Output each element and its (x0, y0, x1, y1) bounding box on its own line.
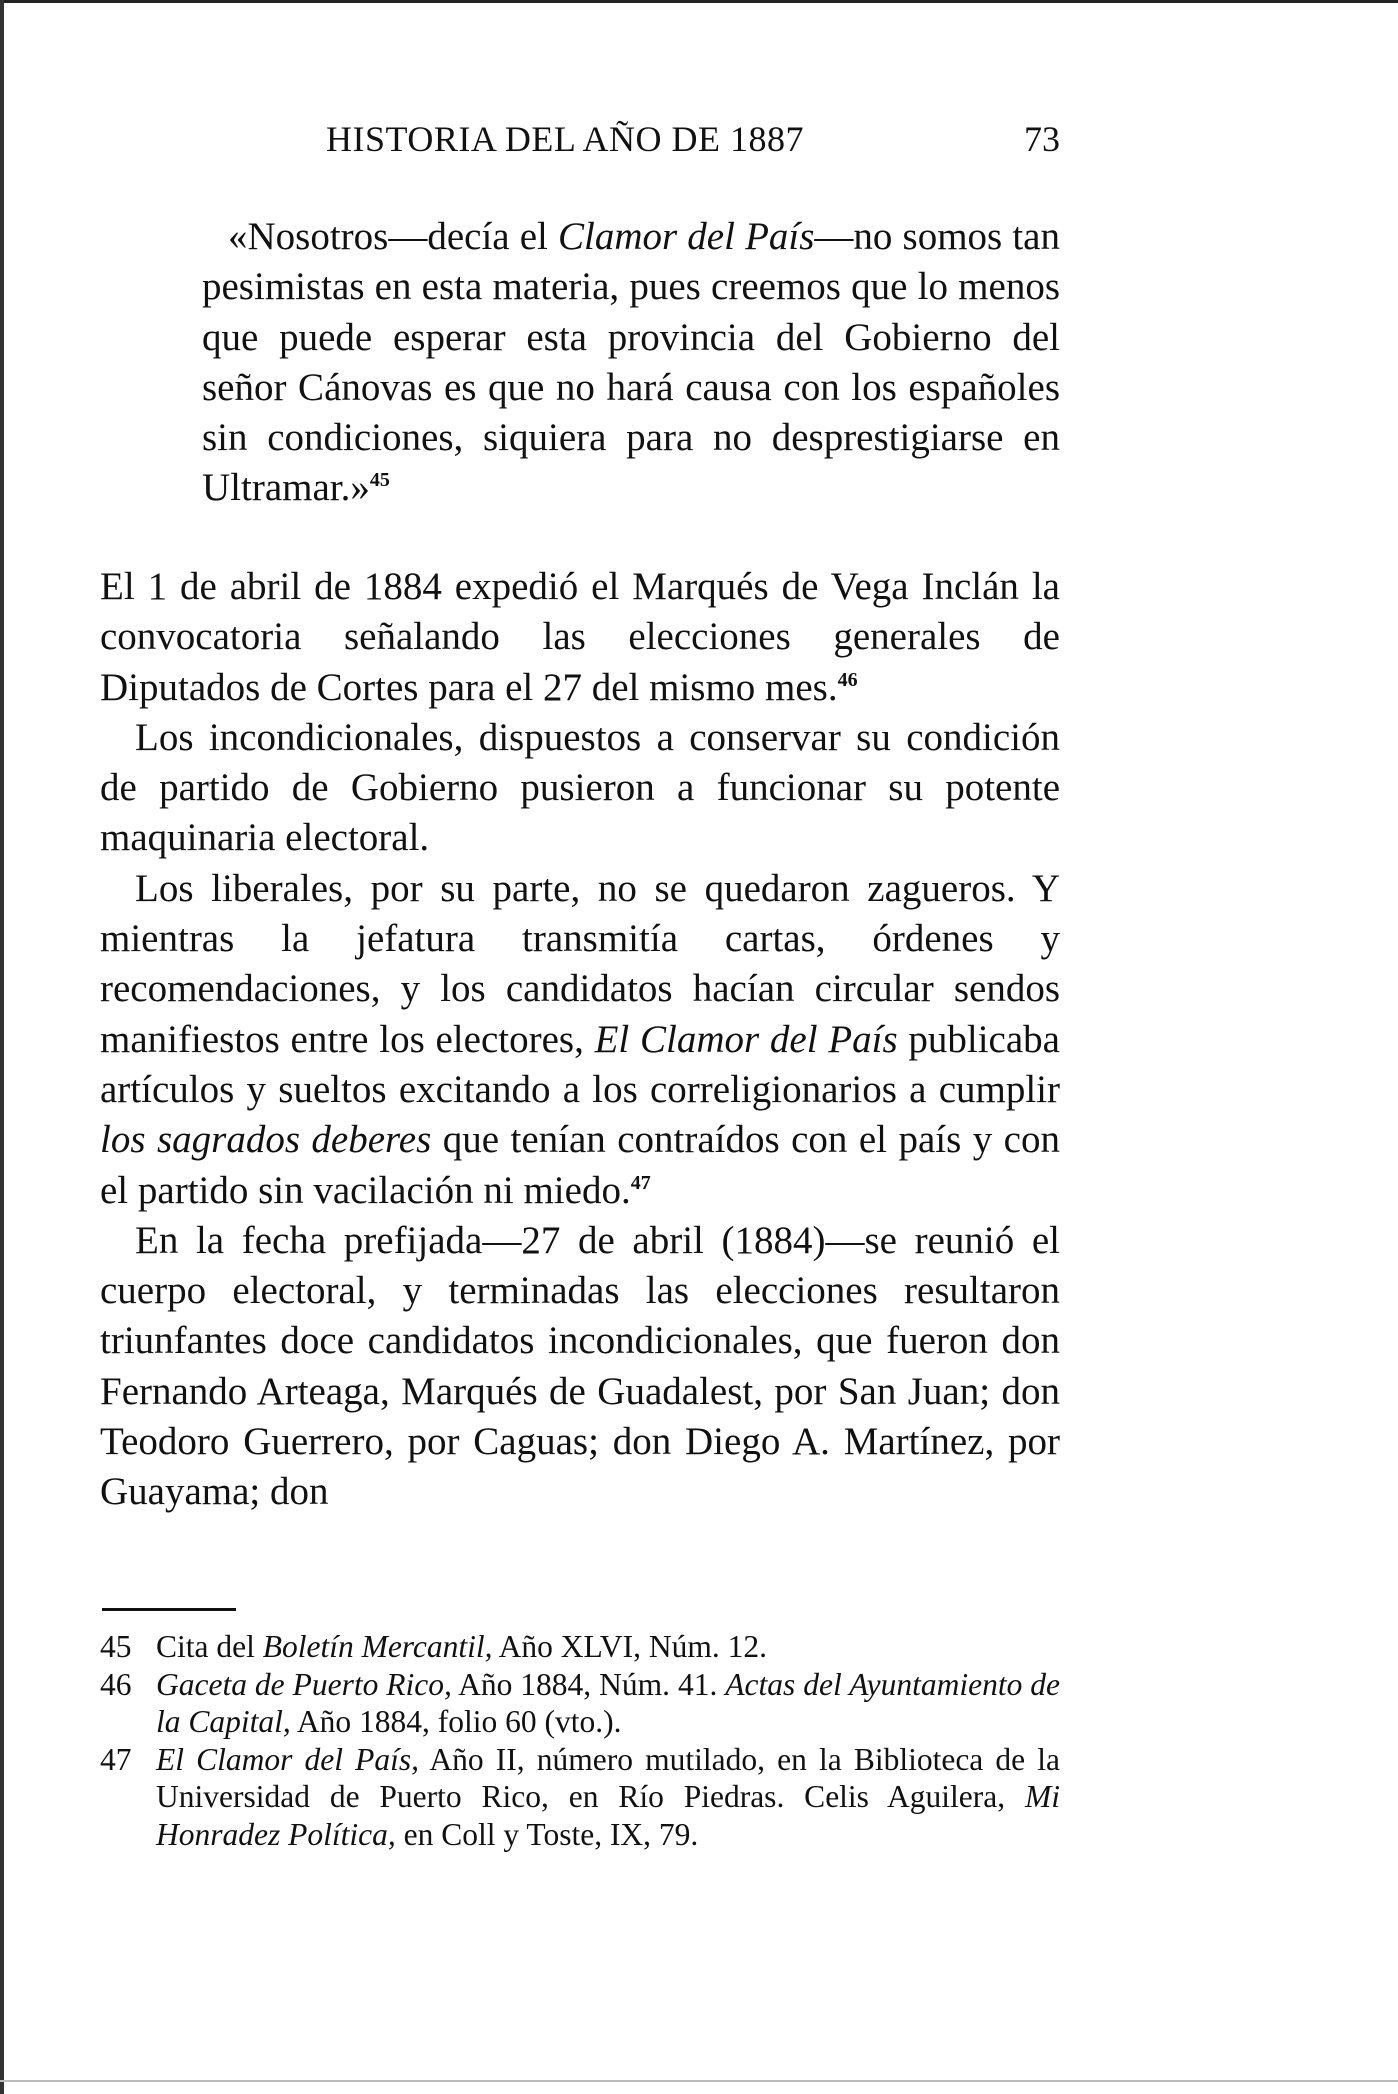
scan-edge-bottom (0, 2080, 1398, 2082)
footnote-text: Año 1884, folio 60 (vto.). (290, 1704, 622, 1739)
footnote-text: Año II, número mutilado, en la Biblioteca de la Universidad de Puerto Rico, en Río Piedras. Celis Aguilera, (156, 1741, 1061, 1814)
footnote-source-title: Actas del Ayuntamiento de la Capital, (156, 1666, 1060, 1739)
footnote-47 (100, 1741, 1060, 1854)
footnote-46 (100, 1666, 1060, 1741)
footnote-ref-47: 47 (630, 1171, 651, 1194)
footnote-text: en Coll y Toste, IX, 79. (395, 1816, 699, 1852)
footnote-source-title: Mi Honradez Política, (156, 1779, 1060, 1852)
footnote-ref-46: 46 (837, 668, 858, 691)
footnote-text: Año XLVI, Núm. 12. (492, 1629, 767, 1664)
footnotes (100, 1628, 1060, 1853)
scan-edge-left (0, 0, 4, 2094)
paragraph-4: En la fecha prefijada—27 de abril (1884)—se reunió el cuerpo electoral, y terminadas las elecciones resultaron triunfantes doce candidatos incondicionales, que fueron don Fernando Arteaga, Marqués de Guadalest, por San Juan; don Teodoro Guerrero, por Caguas; don Diego A. Martínez, por Guayama; don (100, 1218, 1060, 1514)
footnote-45 (100, 1628, 1060, 1666)
paragraph-3-newspaper-title: El Clamor del País (594, 1017, 898, 1061)
block-quote (202, 212, 1060, 514)
footnote-number: 46 (100, 1666, 132, 1702)
footnote-number: 45 (100, 1629, 132, 1664)
quote-text-b: —no somos tan pesimistas en esta materia, pues creemos que lo menos que puede esperar esta provincia del Gobierno del señor Cánovas es que no hará causa con los españoles sin condiciones, siquiera para no desprestigiarse en Ultramar.» (202, 215, 1060, 510)
running-title: HISTORIA DEL AÑO DE 1887 (326, 119, 804, 159)
paragraph-2: Los incondicionales, dispuestos a conservar su condición de partido de Gobierno pusieron a funcionar su potente maquinaria electoral. (100, 715, 1060, 860)
body-text (100, 562, 1060, 1518)
quote-newspaper-title: Clamor del País (558, 215, 815, 258)
footnote-number: 47 (100, 1741, 132, 1777)
paragraph-3-text-c: que tenían contraídos con el país y con el partido sin vacilación ni miedo. (100, 1118, 1060, 1212)
paragraph-1 (100, 562, 1060, 713)
footnote-rule (102, 1608, 236, 1611)
footnote-source-title: Boletín Mercantil, (262, 1629, 493, 1664)
footnote-source-title: El Clamor del País, (156, 1741, 420, 1777)
paragraph-3-text-a: Los liberales, por su parte, no se quedaron zagueros. Y mientras la jefatura transmitía cartas, órdenes y recomendaciones, y los candidatos hacían circular sendos manifiestos entre los electores, (100, 866, 1060, 1061)
footnote-ref-45: 45 (369, 469, 390, 492)
footnote-text: Cita del (156, 1629, 263, 1664)
quote-paragraph (202, 212, 1060, 514)
paragraph-1-text: El 1 de abril de 1884 expedió el Marqués de Vega Inclán la convocatoria señalando las elecciones generales de Diputados de Cortes para el 27 del mismo mes. (100, 565, 1060, 709)
page-number: 73 (1024, 119, 1060, 159)
paragraph-3-text-b: publicaba artículos y sueltos excitando a los correligionarios a cumplir (100, 1017, 1060, 1111)
footnote-source-title: Gaceta de Puerto Rico, (156, 1666, 452, 1702)
paragraph-3 (100, 864, 1060, 1216)
paragraph-3-italic-phrase: los sagrados deberes (100, 1118, 432, 1162)
footnote-text: Año 1884, Núm. 41. (451, 1666, 726, 1702)
quote-text-a: «Nosotros—decía el (228, 215, 558, 258)
scan-edge-top (0, 0, 1398, 3)
page-header (100, 118, 1060, 178)
